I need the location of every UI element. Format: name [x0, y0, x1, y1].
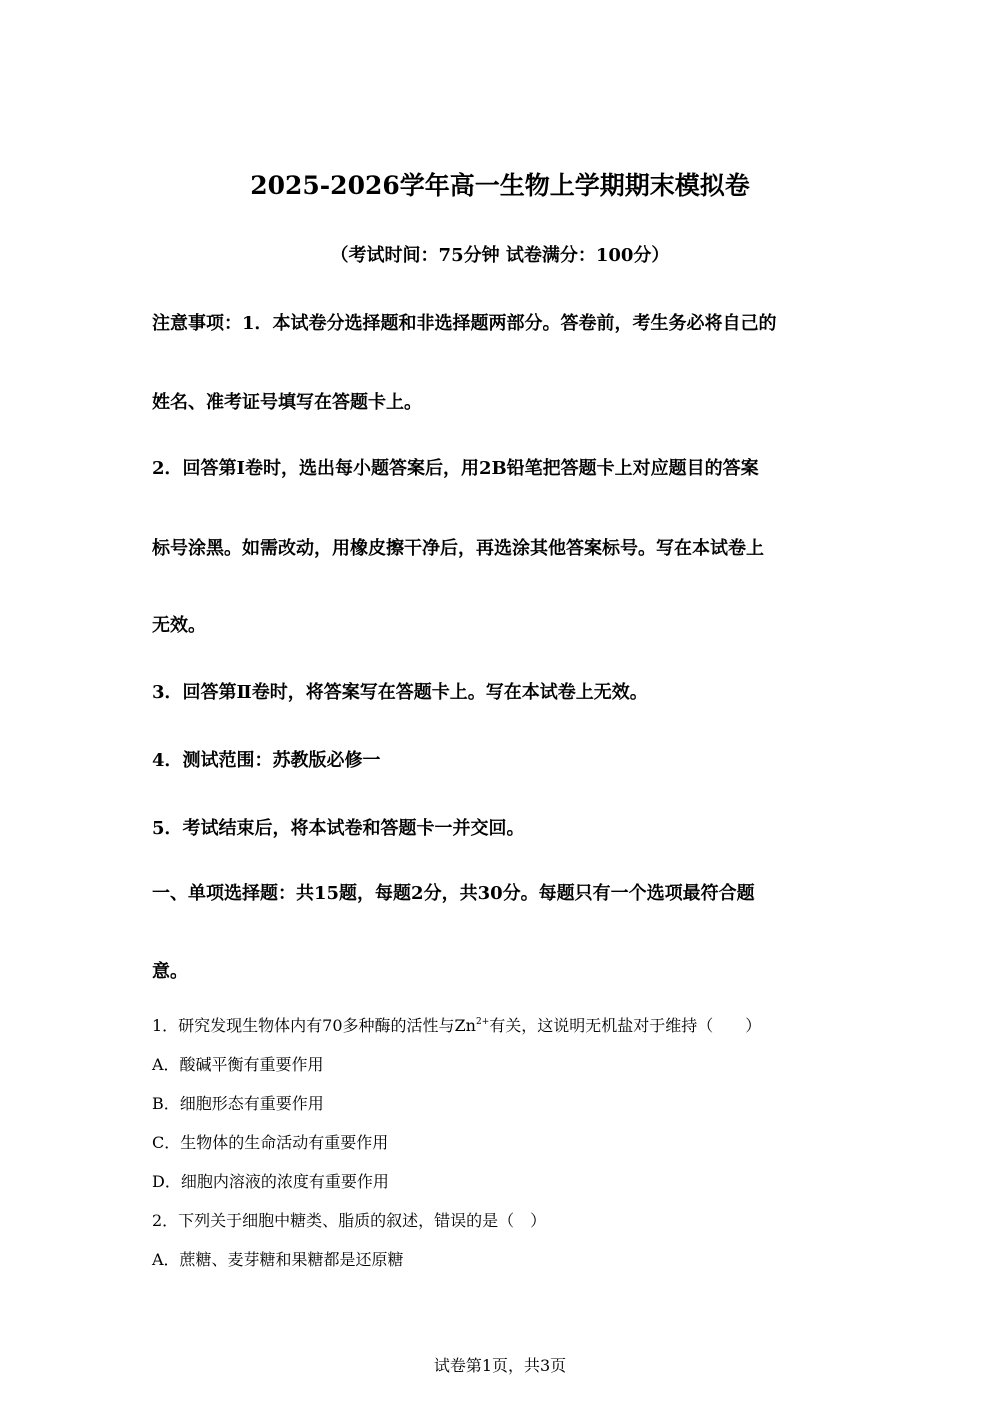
- notice-line: 标号涂黑。如需改动，用橡皮擦干净后，再选涂其他答案标号。写在本试卷上: [152, 538, 764, 559]
- question-option: A．酸碱平衡有重要作用: [152, 1055, 324, 1074]
- section-heading: 一、单项选择题：共15题，每题2分，共30分。每题只有一个选项最符合题: [152, 883, 755, 904]
- notice-line: 姓名、准考证号填写在答题卡上。: [152, 392, 422, 413]
- question-option: C．生物体的生命活动有重要作用: [152, 1133, 389, 1152]
- question-option: D．细胞内溶液的浓度有重要作用: [152, 1172, 389, 1191]
- notice-line: 3．回答第Ⅱ卷时，将答案写在答题卡上。写在本试卷上无效。: [152, 682, 648, 703]
- notice-line: 5．考试结束后，将本试卷和答题卡一并交回。: [152, 818, 525, 839]
- question-stem: 1．研究发现生物体内有70多种酶的活性与$Zn^{2+}$有关，这说明无机盐对于维持（ ）: [152, 1016, 762, 1035]
- question-stem: 2．下列关于细胞中糖类、脂质的叙述，错误的是（ ）: [152, 1211, 547, 1230]
- question-option: A．蔗糖、麦芽糖和果糖都是还原糖: [152, 1250, 404, 1269]
- notice-line: 4．测试范围：苏教版必修一: [152, 750, 381, 771]
- notice-line: 无效。: [152, 615, 206, 636]
- page-footer: 试卷第1页，共3页: [433, 1356, 567, 1375]
- exam-info: （考试时间：75分钟 试卷满分：100分）: [330, 245, 670, 266]
- notice-line: 注意事项：1．本试卷分选择题和非选择题两部分。答卷前，考生务必将自己的: [152, 313, 777, 334]
- section-heading: 意。: [152, 961, 188, 982]
- question-option: B．细胞形态有重要作用: [152, 1094, 324, 1113]
- notice-line: 2．回答第Ⅰ卷时，选出每小题答案后，用2B铅笔把答题卡上对应题目的答案: [152, 458, 759, 479]
- page-title: 2025-2026学年高一生物上学期期末模拟卷: [250, 171, 750, 200]
- superscript: 2+: [475, 1017, 490, 1027]
